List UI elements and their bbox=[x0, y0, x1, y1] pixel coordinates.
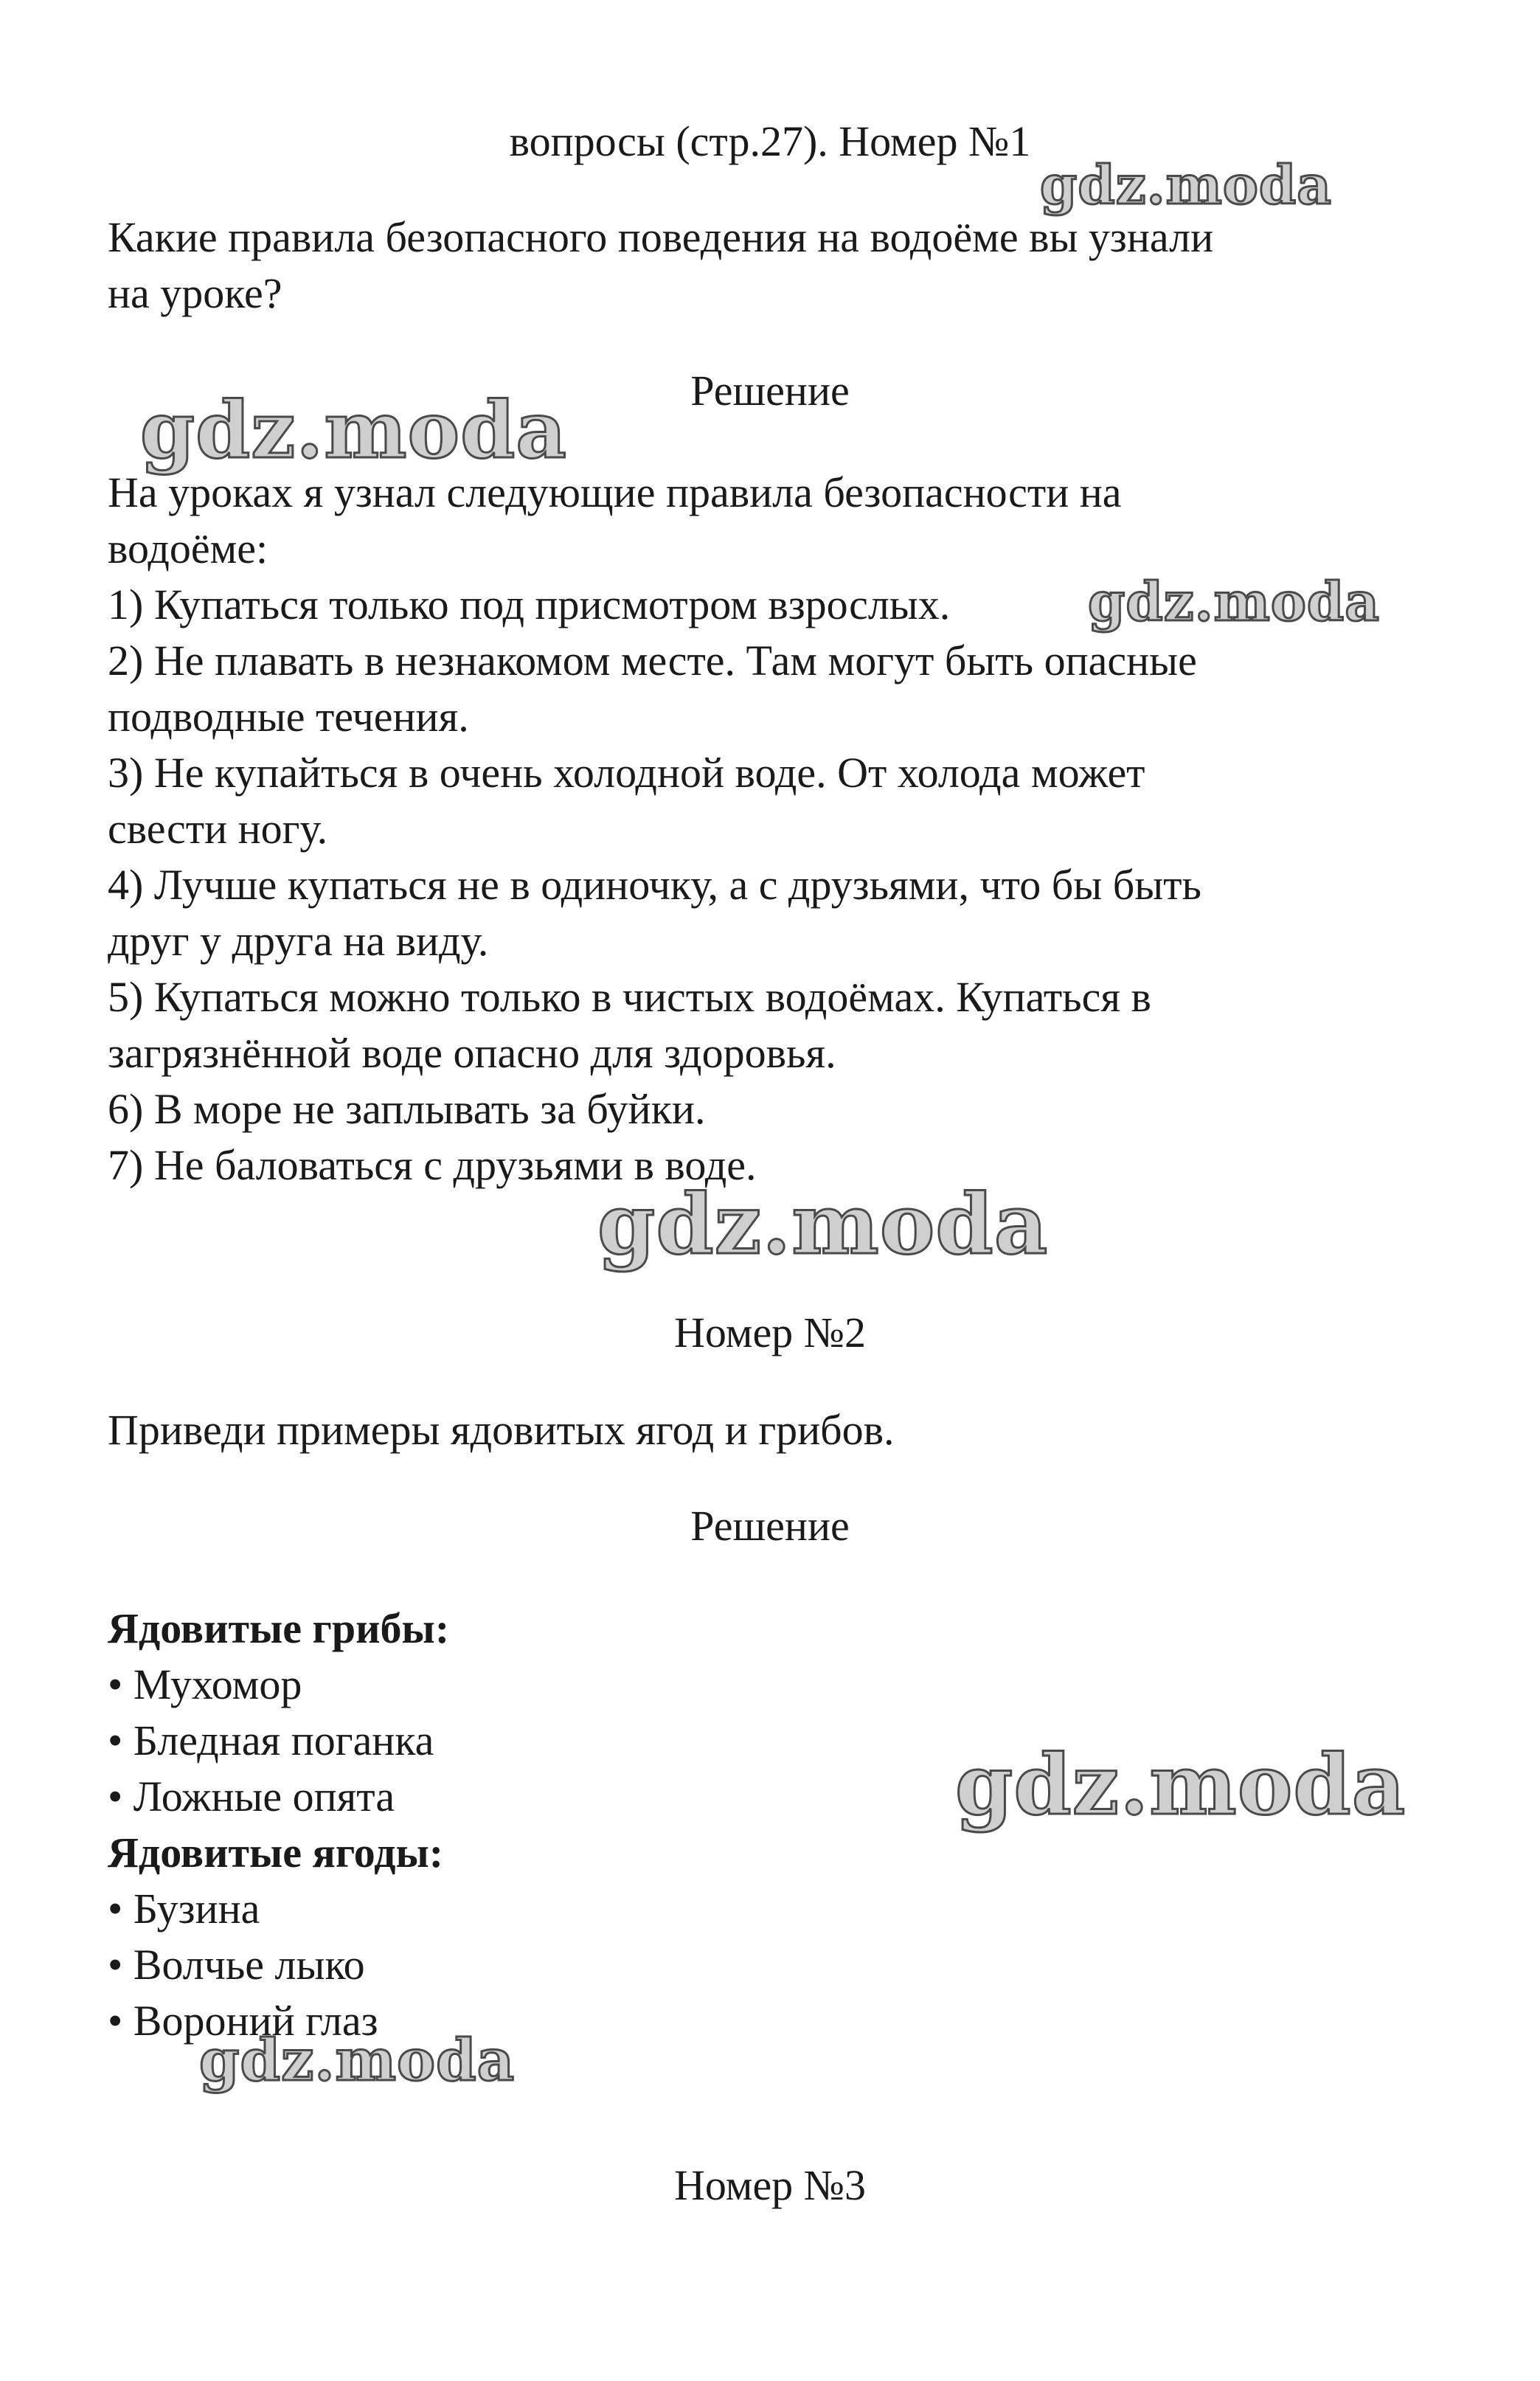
watermark-logo: gdz.moda bbox=[1088, 570, 1380, 633]
task1-rule-3-cont: свести ногу. bbox=[108, 805, 328, 853]
task1-answer-line: На уроках я узнал следующие правила безопасности на bbox=[108, 468, 1122, 516]
task3-heading: Номер №3 bbox=[673, 2161, 867, 2209]
task1-question-line-1: Какие правила безопасного поведения на водоёме вы узнали bbox=[108, 213, 1214, 261]
task1-rule-1: 1) Купаться только под присмотром взрослых. bbox=[108, 580, 951, 628]
task1-rule-2-cont: подводные течения. bbox=[108, 693, 469, 741]
mushroom-list-item: • Ложные опята bbox=[108, 1772, 395, 1820]
mushroom-list-item: • Мухомор bbox=[108, 1660, 302, 1708]
task1-rule-7: 7) Не баловаться с друзьями в воде. bbox=[108, 1141, 757, 1189]
berry-list-item: • Вороний глаз bbox=[108, 1997, 378, 2045]
berry-list-item: • Волчье лыко bbox=[108, 1941, 365, 1989]
berry-list-item: • Бузина bbox=[108, 1885, 260, 1933]
mushroom-list-item: • Бледная поганка bbox=[108, 1716, 434, 1764]
watermark-logo: gdz.moda bbox=[140, 384, 567, 476]
task1-rule-5: 5) Купаться можно только в чистых водоёмах. Купаться в bbox=[108, 973, 1151, 1021]
watermark-logo: gdz.moda bbox=[597, 1176, 1049, 1273]
watermark-logo: gdz.moda bbox=[1040, 153, 1332, 216]
task1-answer-line: водоёме: bbox=[108, 524, 268, 572]
poisonous-berries-heading: Ядовитые ягоды: bbox=[108, 1829, 444, 1876]
task1-rule-5-cont: загрязнённой воде опасно для здоровья. bbox=[108, 1029, 836, 1077]
task1-rule-6: 6) В море не заплывать за буйки. bbox=[108, 1085, 706, 1133]
watermark-logo: gdz.moda bbox=[199, 2027, 516, 2094]
task1-solution-heading: Решение bbox=[690, 367, 850, 415]
task1-question-line-2: на уроке? bbox=[108, 269, 282, 317]
task1-rule-2: 2) Не плавать в незнакомом месте. Там могут быть опасные bbox=[108, 637, 1197, 685]
task2-solution-heading: Решение bbox=[690, 1502, 850, 1550]
task2-question: Приведи примеры ядовитых ягод и грибов. bbox=[108, 1406, 895, 1454]
task1-rule-4: 4) Лучше купаться не в одиночку, а с друзьями, что бы быть bbox=[108, 861, 1201, 909]
watermark-logo: gdz.moda bbox=[955, 1737, 1407, 1834]
page-header-title: вопросы (стр.27). Номер №1 bbox=[509, 117, 1031, 165]
task1-rule-3: 3) Не купайться в очень холодной воде. От холода может bbox=[108, 749, 1145, 797]
poisonous-mushrooms-heading: Ядовитые грибы: bbox=[108, 1604, 450, 1652]
task2-heading: Номер №2 bbox=[673, 1309, 867, 1356]
task1-rule-4-cont: друг у друга на виду. bbox=[108, 917, 489, 965]
